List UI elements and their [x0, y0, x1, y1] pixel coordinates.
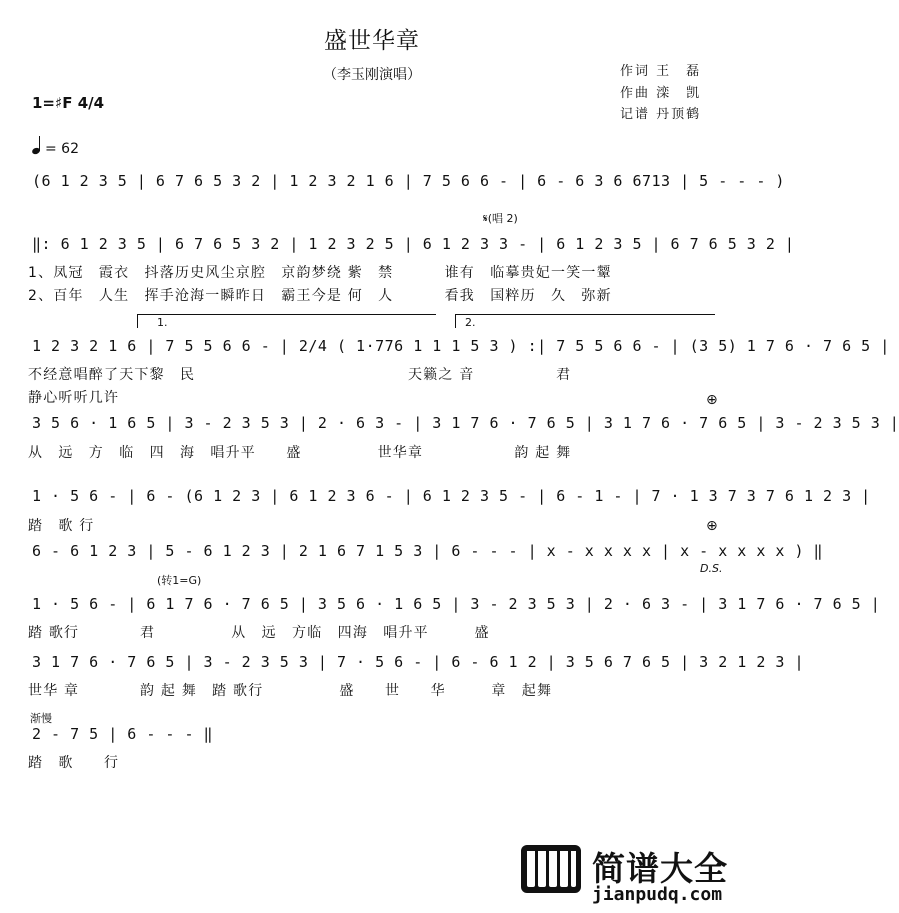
music-line-9: 2 - 7 5 | 6 - - - ‖	[32, 725, 214, 743]
lyric-line-2: 2、百年 人生 挥手沧海一瞬昨日 霸王今是 何 人 看我 国粹历 久 弥新	[28, 288, 612, 304]
volta-1-label: 1.	[157, 316, 168, 329]
volta-bracket-2	[455, 314, 715, 315]
coda-marker-1: ⊕	[706, 392, 718, 408]
music-line-7: 1 · 5 6 - | 6 1 7 6 · 7 6 5 | 3 5 6 · 1 6 5 | 3 - 2 3 5 3 | 2 · 6 3 - | 3 1 7 6 · 7 6 5 |	[32, 595, 881, 613]
key-change-marker: (转1=G)	[157, 574, 202, 587]
key-signature: 1=♯F 4/4	[32, 94, 105, 112]
volta-2-label: 2.	[465, 316, 476, 329]
tempo-value: = 62	[45, 141, 79, 157]
lyric-line-4: 静心听听几许	[28, 390, 120, 406]
lyric-line-8: 世华 章 韵 起 舞 踏 歌行 盛 世 华 章 起舞	[28, 683, 553, 699]
music-line-8: 3 1 7 6 · 7 6 5 | 3 - 2 3 5 3 | 7 · 5 6 - | 6 - 6 1 2 | 3 5 6 7 6 5 | 3 2 1 2 3 |	[32, 653, 804, 671]
tempo-marking	[32, 138, 79, 157]
volta-bracket-2-edge	[455, 314, 456, 328]
music-line-5: 1 · 5 6 - | 6 - (6 1 2 3 | 6 1 2 3 6 - | 6 1 2 3 5 - | 6 - 1 - | 7 · 1 3 7 3 7 6 1 2 3 |	[32, 487, 871, 505]
volta-bracket-1-edge	[137, 314, 138, 328]
music-line-4: 3 5 6 · 1 6 5 | 3 - 2 3 5 3 | 2 · 6 3 - | 3 1 7 6 · 7 6 5 | 3 1 7 6 · 7 6 5 | 3 - 2 3 5 3 |	[32, 414, 899, 432]
lyric-line-5: 从 远 方 临 四 海 唱升平 盛 世华章 韵 起 舞	[28, 445, 572, 461]
lyric-line-7: 踏 歌行 君 从 远 方临 四海 唱升平 盛	[28, 625, 490, 641]
subtitle: （李玉刚演唱）	[323, 67, 421, 83]
lyric-line-3: 不经意唱醉了天下黎 民 天籁之 音 君	[28, 367, 572, 383]
segno-marker: 𝄋(唱 2)	[483, 212, 518, 225]
music-line-6: 6 - 6 1 2 3 | 5 - 6 1 2 3 | 2 1 6 7 1 5 3 | 6 - - - | x - x x x x | x - x x x x ) ‖	[32, 542, 824, 560]
note-stem	[39, 136, 40, 151]
lyric-line-1: 1、凤冠 霞衣 抖落历史风尘京腔 京韵梦绕 紫 禁 谁有 临摹贵妃一笑一颦	[28, 265, 612, 281]
rit-marker: 渐慢	[30, 712, 52, 725]
piano-keys-icon	[521, 845, 581, 893]
volta-bracket-1	[137, 314, 436, 315]
page-title: 盛世华章	[324, 28, 420, 54]
credit-composer: 作曲 滦 凯	[620, 86, 702, 101]
watermark-name: 简谱大全	[592, 849, 728, 888]
music-line-3: 1 2 3 2 1 6 | 7 5 5 6 6 - | 2/4 ( 1·776 1 1 1 5 3 ) :| 7 5 5 6 6 - | (3 5) 1 7 6 · 7 6 5 |	[32, 337, 890, 355]
coda-marker-2: ⊕	[706, 518, 718, 534]
ds-marker: D.S.	[700, 562, 723, 575]
music-line-2: ‖: 6 1 2 3 5 | 6 7 6 5 3 2 | 1 2 3 2 5 | 6 1 2 3 3 - | 6 1 2 3 5 | 6 7 6 5 3 2 |	[32, 235, 795, 253]
music-line-1: (6 1 2 3 5 | 6 7 6 5 3 2 | 1 2 3 2 1 6 | 7 5 6 6 - | 6 - 6 3 6 6713 | 5 - - - )	[32, 172, 785, 190]
lyric-line-6: 踏 歌 行	[28, 518, 95, 534]
credit-transcriber: 记谱 丹顶鹤	[620, 107, 702, 122]
lyric-line-9: 踏 歌 行	[28, 755, 120, 771]
watermark-url: jianpudq.com	[592, 884, 723, 905]
credit-lyricist: 作词 王 磊	[620, 64, 702, 79]
